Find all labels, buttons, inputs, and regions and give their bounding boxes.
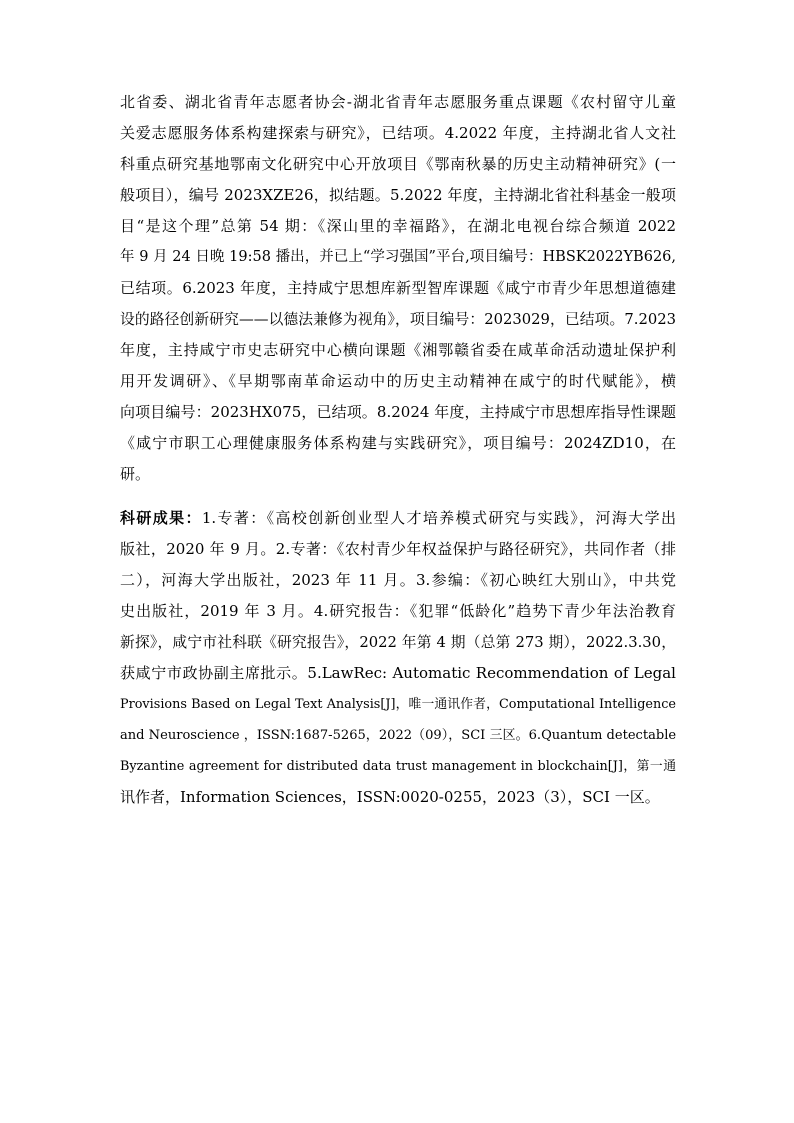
paragraph-line: 版社，2020 年 9 月。2.专著：《农村青少年权益保护与路径研究》，共同作者（排 — [120, 540, 676, 558]
paragraph-line: 北省委、湖北省青年志愿者协会-湖北省青年志愿服务重点课题《农村留守儿童 — [120, 93, 676, 111]
paragraph-line: 已结项。6.2023 年度，主持咸宁思想库新型智库课题《咸宁市青少年思想道德建 — [120, 279, 676, 297]
paragraph-line: Provisions Based on Legal Text Analysis[J]，唯一通讯作者，Computational Intelligence — [120, 697, 676, 712]
paragraph-line: 讯作者，Information Sciences，ISSN:0020-0255，2023（3），SCI 一区。 — [120, 788, 660, 806]
paragraph-line: Byzantine agreement for distributed data trust management in blockchain[J]，第一通 — [120, 759, 676, 774]
paragraph-line: 年 9 月 24 日晚 19:58 播出，并已上“学习强国”平台,项目编号：HBSK2022YB626, — [120, 249, 676, 265]
research-results-paragraph — [120, 503, 676, 813]
paragraph-line: and Neuroscience ，ISSN:1687-5265，2022（09），SCI 三区。6.Quantum detectable — [120, 728, 676, 743]
research-projects-paragraph — [120, 87, 676, 490]
paragraph-line: 目“是这个理”总第 54 期：《深山里的幸福路》，在湖北电视台综合频道 2022 — [120, 217, 676, 235]
paragraph-line: 二），河海大学出版社，2023 年 11 月。3.参编：《初心映红大别山》，中共党 — [120, 571, 676, 589]
paragraph-line: 关爱志愿服务体系构建探索与研究》，已结项。4.2022 年度，主持湖北省人文社 — [120, 124, 676, 142]
paragraph-line: 用开发调研》、《早期鄂南革命运动中的历史主动精神在咸宁的时代赋能》，横 — [120, 372, 676, 390]
research-results-label: 科研成果： — [120, 509, 202, 527]
paragraph-line-first — [120, 503, 676, 534]
paragraph-line: 年度，主持咸宁市史志研究中心横向课题《湘鄂赣省委在咸革命活动遗址保护利 — [120, 341, 676, 359]
paragraph-line: 设的路径创新研究——以德法兼修为视角》，项目编号：2023029，已结项。7.2023 — [120, 311, 676, 328]
paragraph-line: 般项目），编号 2023XZE26，拟结题。5.2022 年度，主持湖北省社科基金一般项 — [120, 186, 676, 204]
paragraph-line: 向项目编号：2023HX075，已结项。8.2024 年度，主持咸宁市思想库指导性课题 — [120, 403, 676, 421]
paragraph-line: 科重点研究基地鄂南文化研究中心开放项目《鄂南秋暴的历史主动精神研究》(一 — [120, 155, 676, 173]
paragraph-line: 获咸宁市政协副主席批示。5.LawRec: Automatic Recommendation of Legal — [120, 664, 676, 682]
paragraph-line: 研。 — [120, 465, 151, 483]
paragraph-line: 史出版社，2019 年 3 月。4.研究报告：《犯罪“低龄化”趋势下青少年法治教育 — [120, 602, 676, 620]
research-results-first-line-text: 1.专著：《高校创新创业型人才培养模式研究与实践》，河海大学出 — [201, 509, 676, 527]
paragraph-line: 新探》，咸宁市社科联《研究报告》，2022 年第 4 期（总第 273 期），2022.3.30， — [120, 634, 676, 651]
paragraph-line: 《咸宁市职工心理健康服务体系构建与实践研究》，项目编号：2024ZD10，在 — [120, 434, 676, 452]
